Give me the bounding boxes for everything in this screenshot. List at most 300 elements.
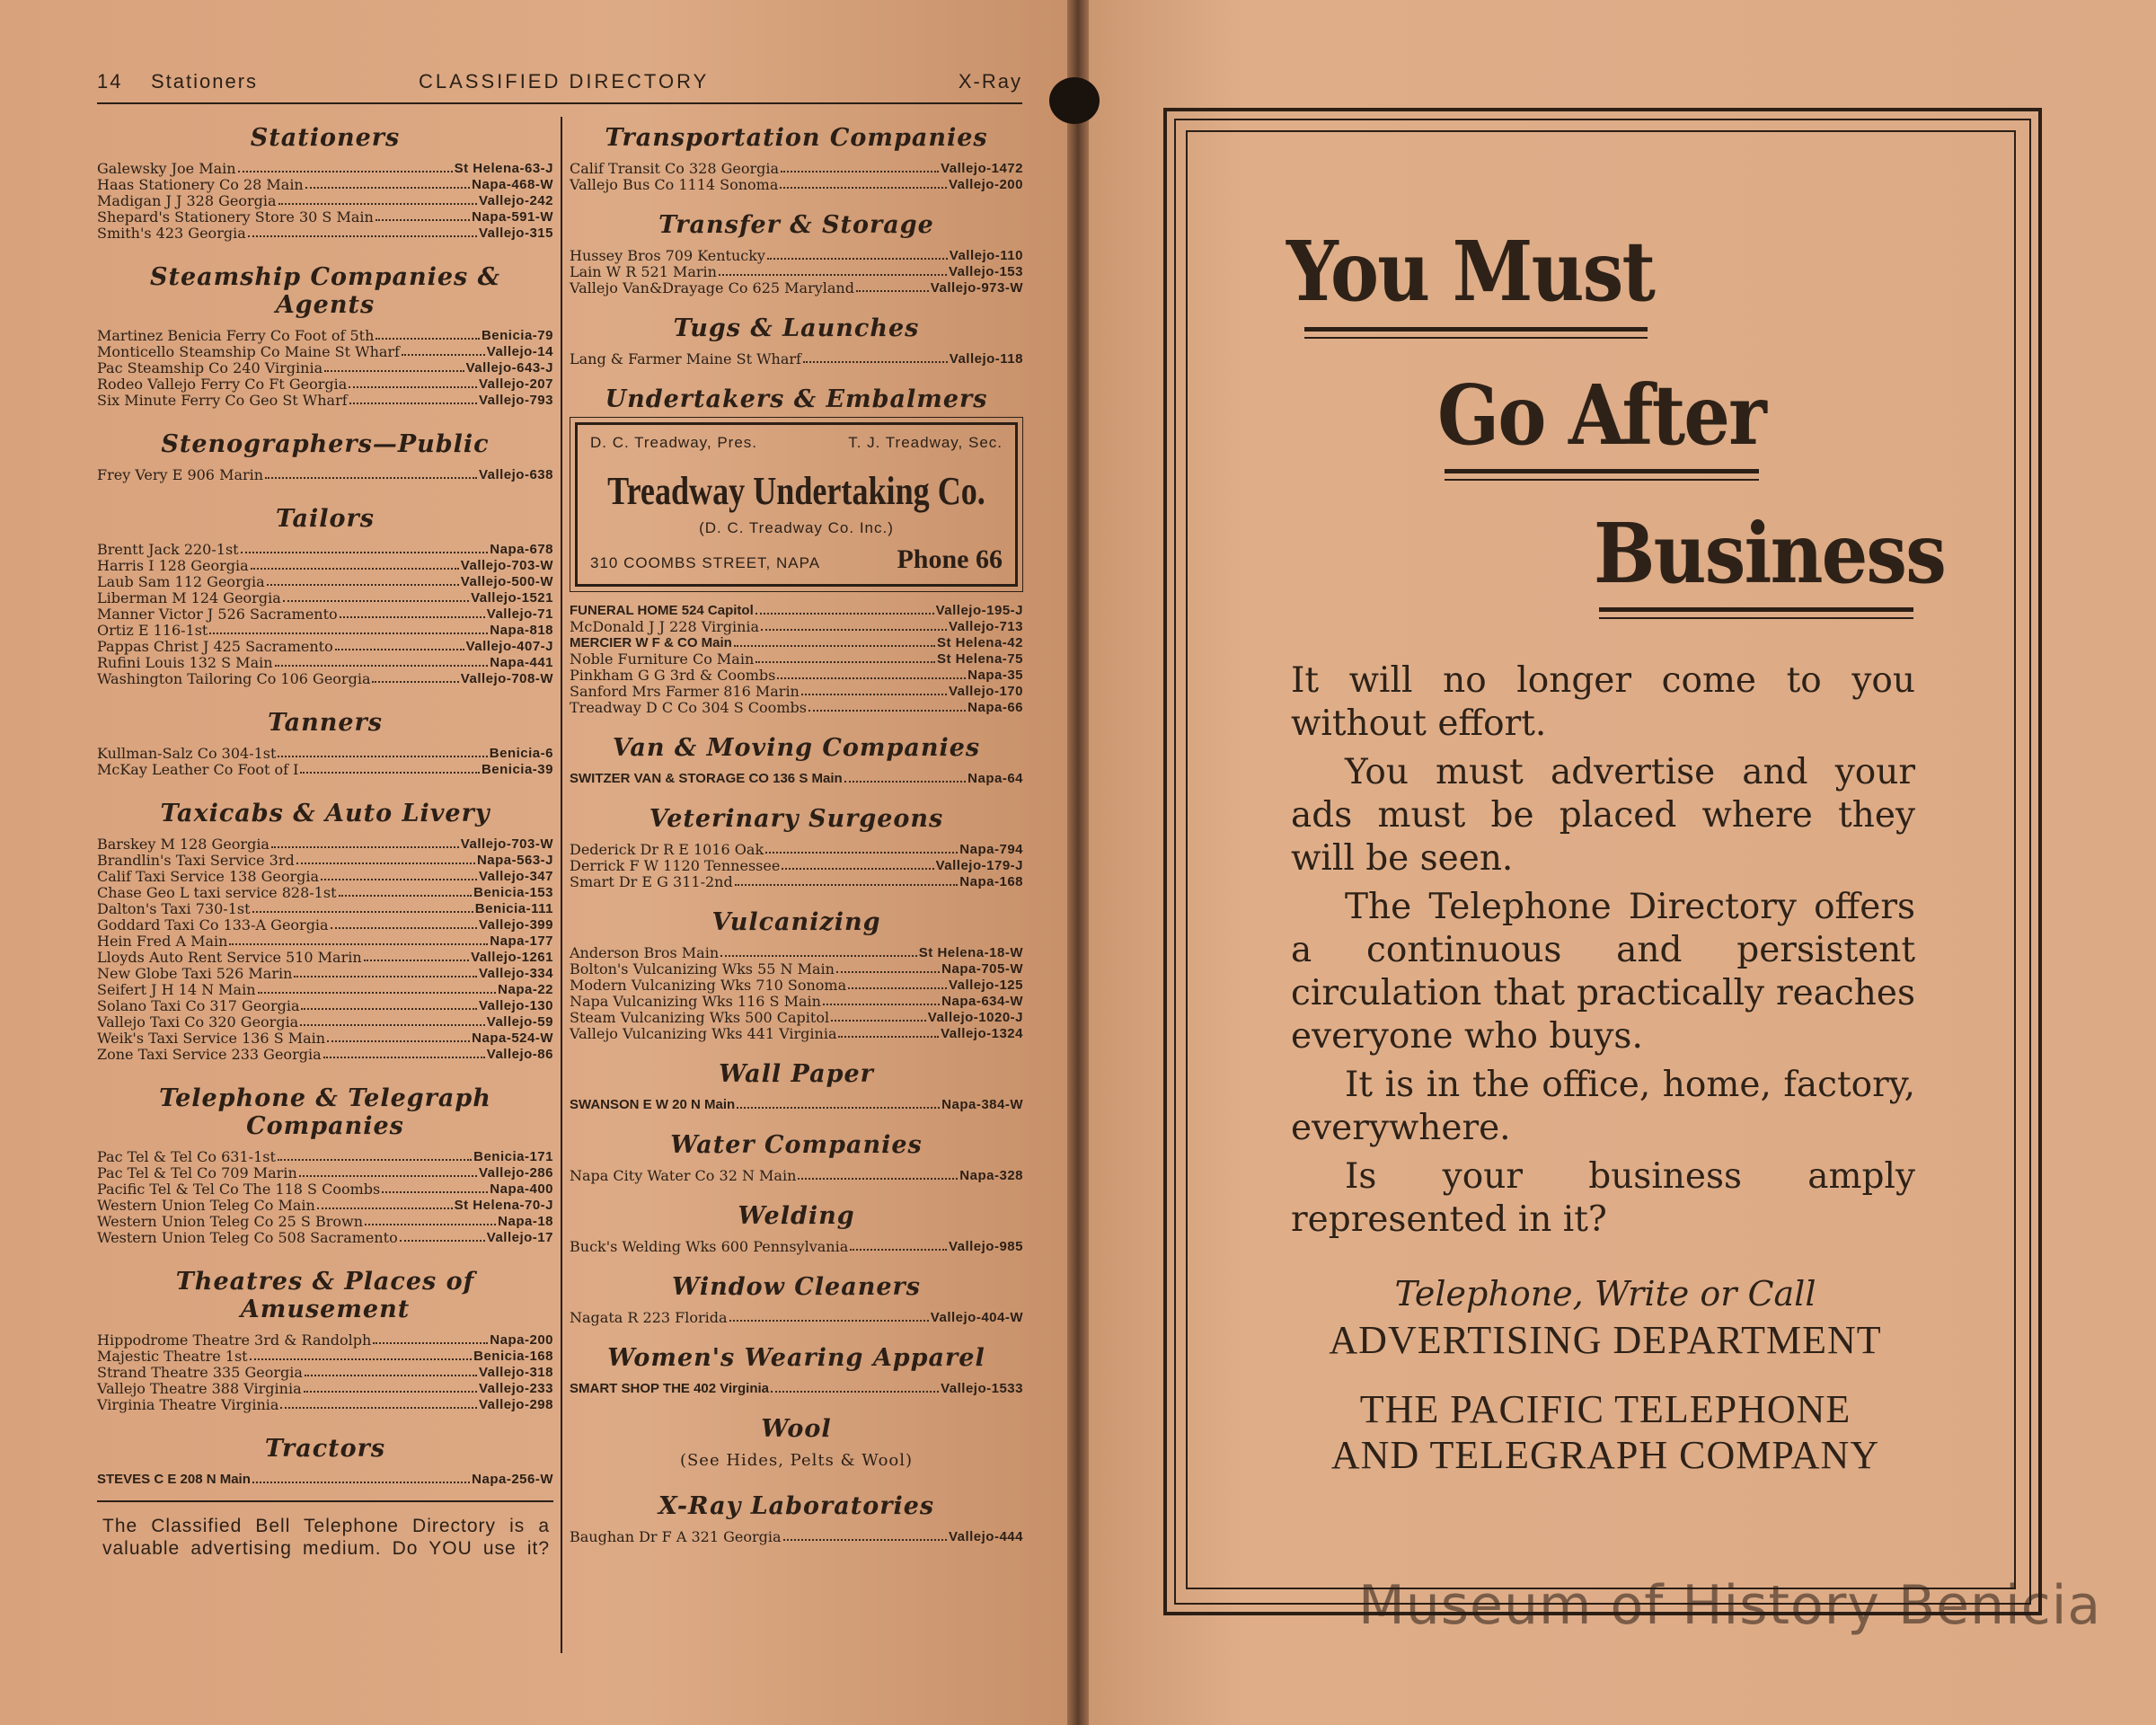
listing-list bbox=[97, 328, 553, 409]
dot-leader bbox=[275, 655, 489, 667]
listing-phone: Napa-468-W bbox=[472, 177, 553, 192]
listing-row bbox=[97, 885, 553, 901]
category-section bbox=[570, 1492, 1023, 1545]
listing-name: Pacific Tel & Tel Co The 118 S Coombs bbox=[97, 1181, 381, 1198]
listing-row bbox=[570, 978, 1023, 994]
listing-name: Laub Sam 112 Georgia bbox=[97, 573, 265, 590]
category-section bbox=[97, 505, 553, 687]
listing-row bbox=[97, 917, 553, 933]
listing-name: Vallejo Van&Drayage Co 625 Maryland bbox=[570, 279, 854, 296]
listing-name: Six Minute Ferry Co Geo St Wharf bbox=[97, 392, 348, 409]
dot-leader bbox=[267, 574, 459, 586]
dot-leader bbox=[300, 762, 479, 774]
listing-name: Seifert J H 14 N Main bbox=[97, 981, 256, 998]
headline-rule bbox=[1304, 327, 1648, 339]
listing-phone: Vallejo-153 bbox=[948, 264, 1023, 279]
listing-row bbox=[97, 1349, 553, 1365]
listing-phone: Vallejo-195-J bbox=[935, 603, 1023, 618]
treadway-ad bbox=[575, 422, 1018, 587]
listing-row bbox=[570, 842, 1023, 858]
dot-leader bbox=[340, 606, 485, 618]
listing-phone: Vallejo-643-J bbox=[465, 360, 553, 376]
listing-row bbox=[570, 351, 1023, 367]
dot-leader bbox=[238, 161, 453, 172]
dot-leader bbox=[400, 1230, 485, 1242]
listing-name: Chase Geo L taxi service 828-1st bbox=[97, 884, 337, 901]
listing-phone: Benicia-6 bbox=[489, 746, 553, 761]
listing-name: Modern Vulcanizing Wks 710 Sonoma bbox=[570, 977, 847, 994]
listing-phone: Vallejo-334 bbox=[478, 966, 553, 981]
listing-name: SWITZER VAN & STORAGE CO 136 S Main bbox=[570, 771, 843, 786]
listing-phone: Napa-563-J bbox=[476, 853, 553, 868]
listing-row bbox=[570, 1168, 1023, 1184]
dot-leader bbox=[808, 700, 966, 712]
listing-row bbox=[97, 869, 553, 885]
category-section bbox=[97, 1268, 553, 1413]
ad-paragraph: The Telephone Directory offers a continuous and persistent circulation that practically reaches everyone who buys. bbox=[1291, 887, 1915, 1057]
dot-leader bbox=[331, 917, 477, 929]
dot-leader bbox=[229, 933, 488, 945]
header-rule bbox=[97, 102, 1022, 104]
category-section bbox=[570, 1273, 1023, 1326]
category-section bbox=[570, 1131, 1023, 1184]
listing-row bbox=[97, 590, 553, 606]
category-section bbox=[570, 734, 1023, 787]
listing-name: Shepard's Stationery Store 30 S Main bbox=[97, 208, 374, 226]
listing-name: McKay Leather Co Foot of I bbox=[97, 761, 299, 778]
book-spine bbox=[1067, 0, 1089, 1725]
listing-name: Martinez Benicia Ferry Co Foot of 5th bbox=[97, 327, 375, 344]
listing-phone: Vallejo-703-W bbox=[460, 558, 553, 573]
dot-leader bbox=[364, 950, 469, 961]
listing-name: Napa Vulcanizing Wks 116 S Main bbox=[570, 993, 821, 1010]
listing-phone: Napa-384-W bbox=[941, 1097, 1023, 1112]
listing-row bbox=[570, 651, 1023, 668]
listing-row bbox=[570, 961, 1023, 978]
listing-name: New Globe Taxi 526 Marin bbox=[97, 965, 293, 982]
listing-row bbox=[570, 668, 1023, 684]
listing-row bbox=[570, 635, 1023, 651]
listing-list bbox=[570, 1310, 1023, 1326]
listing-row bbox=[97, 998, 553, 1014]
listing-row bbox=[97, 836, 553, 853]
category-section bbox=[570, 1415, 1023, 1474]
listing-phone: Vallejo-71 bbox=[486, 606, 553, 622]
dot-leader bbox=[767, 248, 948, 260]
dot-leader bbox=[317, 1198, 453, 1209]
listing-row bbox=[97, 226, 553, 242]
category-heading: Transportation Companies bbox=[605, 124, 988, 152]
listing-name: Sanford Mrs Farmer 816 Marin bbox=[570, 683, 800, 700]
listing-row bbox=[97, 1031, 553, 1047]
dot-leader bbox=[376, 328, 480, 340]
dot-leader bbox=[798, 1168, 958, 1180]
listing-phone: Vallejo-347 bbox=[478, 869, 553, 884]
category-heading: X-Ray Laboratories bbox=[658, 1492, 935, 1520]
listing-name: Hein Fred A Main bbox=[97, 933, 228, 950]
listing-phone: Vallejo-1521 bbox=[471, 590, 553, 606]
dot-leader bbox=[755, 651, 935, 663]
ad-president: D. C. Treadway, Pres. bbox=[590, 434, 758, 451]
category-heading: Veterinary Surgeons bbox=[649, 805, 944, 833]
dot-leader bbox=[777, 668, 966, 679]
listing-name: McDonald J J 228 Virginia bbox=[570, 618, 760, 635]
listing-name: Western Union Teleg Co 25 S Brown bbox=[97, 1213, 363, 1230]
category-section bbox=[570, 211, 1023, 296]
listing-row bbox=[570, 264, 1023, 280]
category-heading: Welding bbox=[738, 1202, 855, 1230]
dot-leader bbox=[737, 1097, 940, 1109]
headline-business: Business bbox=[1594, 505, 1946, 602]
listing-phone: St Helena-18-W bbox=[918, 945, 1023, 960]
dot-leader bbox=[300, 1014, 485, 1026]
dot-leader bbox=[771, 1381, 939, 1393]
listing-row bbox=[570, 994, 1023, 1010]
listing-name: Hippodrome Theatre 3rd & Randolph bbox=[97, 1331, 372, 1349]
ad-call-to-action bbox=[1291, 1274, 1920, 1478]
listing-list bbox=[570, 1529, 1023, 1545]
dot-leader bbox=[324, 360, 464, 372]
listing-list bbox=[570, 248, 1023, 296]
listing-list bbox=[97, 1332, 553, 1413]
category-heading: Tanners bbox=[268, 709, 383, 737]
dot-leader bbox=[848, 978, 947, 989]
listing-name: Nagata R 223 Florida bbox=[570, 1309, 728, 1326]
listing-phone: Vallejo-130 bbox=[478, 998, 553, 1013]
dot-leader bbox=[280, 1397, 477, 1409]
listing-phone: Vallejo-407-J bbox=[465, 639, 553, 654]
listing-name: Rufini Louis 132 S Main bbox=[97, 654, 273, 671]
listing-row bbox=[97, 1472, 553, 1488]
listing-name: Brentt Jack 220-1st bbox=[97, 541, 239, 558]
listing-row bbox=[97, 1165, 553, 1181]
listing-name: Vallejo Vulcanizing Wks 441 Virginia bbox=[570, 1025, 837, 1042]
dot-leader bbox=[252, 901, 473, 913]
listing-row bbox=[97, 467, 553, 483]
dot-leader bbox=[844, 771, 966, 783]
dot-leader bbox=[734, 635, 935, 647]
dot-leader bbox=[252, 1472, 470, 1483]
dot-leader bbox=[755, 603, 934, 615]
listing-phone: Napa-64 bbox=[968, 771, 1023, 786]
listing-name: Haas Stationery Co 28 Main bbox=[97, 176, 304, 193]
ad-paragraph: You must advertise and your ads must be placed where they will be seen. bbox=[1291, 752, 1915, 879]
listing-row bbox=[570, 603, 1023, 619]
listing-name: Smith's 423 Georgia bbox=[97, 225, 246, 242]
listing-phone: Vallejo-233 bbox=[478, 1381, 553, 1396]
listing-name: Strand Theatre 335 Georgia bbox=[97, 1364, 303, 1381]
listing-row bbox=[97, 1214, 553, 1230]
listing-phone: Vallejo-125 bbox=[948, 978, 1023, 993]
listing-list bbox=[570, 1381, 1023, 1397]
listing-list bbox=[570, 351, 1023, 367]
column-divider bbox=[561, 117, 562, 1653]
listing-phone: Napa-256-W bbox=[472, 1472, 553, 1487]
listing-row bbox=[97, 933, 553, 950]
listing-list bbox=[97, 542, 553, 687]
cta-italic: Telephone, Write or Call bbox=[1394, 1274, 1816, 1314]
listing-name: Frey Very E 906 Marin bbox=[97, 466, 264, 483]
listing-phone: St Helena-42 bbox=[936, 635, 1023, 650]
listing-row bbox=[97, 639, 553, 655]
dot-leader bbox=[376, 209, 470, 221]
listing-row bbox=[97, 1397, 553, 1413]
listing-phone: Vallejo-1324 bbox=[941, 1026, 1023, 1041]
category-section bbox=[97, 124, 553, 242]
category-section bbox=[570, 124, 1023, 193]
category-section bbox=[570, 1344, 1023, 1397]
listing-row bbox=[97, 344, 553, 360]
listing-phone: Vallejo-17 bbox=[486, 1230, 553, 1245]
dot-leader bbox=[782, 858, 933, 870]
dot-leader bbox=[838, 1026, 939, 1038]
category-heading: Transfer & Storage bbox=[658, 211, 934, 239]
listing-row bbox=[97, 328, 553, 344]
listing-phone: Vallejo-638 bbox=[478, 467, 553, 482]
dot-leader bbox=[365, 1214, 496, 1225]
dot-leader bbox=[372, 671, 458, 683]
listing-row bbox=[570, 945, 1023, 961]
cta-department: ADVERTISING DEPARTMENT bbox=[1329, 1318, 1882, 1362]
listing-name: Kullman-Salz Co 304-1st bbox=[97, 745, 277, 762]
listing-phone: Napa-634-W bbox=[941, 994, 1023, 1009]
header-title: CLASSIFIED DIRECTORY bbox=[419, 70, 710, 93]
listing-row bbox=[570, 619, 1023, 635]
category-heading: Van & Moving Companies bbox=[612, 734, 981, 762]
dot-leader bbox=[761, 619, 947, 631]
dot-leader bbox=[305, 1365, 477, 1376]
category-heading: Wall Paper bbox=[719, 1060, 874, 1088]
dot-leader bbox=[327, 1031, 470, 1042]
listing-row bbox=[570, 684, 1023, 700]
listing-name: Solano Taxi Co 317 Georgia bbox=[97, 997, 300, 1014]
listing-name: Pappas Christ J 425 Sacramento bbox=[97, 638, 333, 655]
category-heading: Tugs & Launches bbox=[673, 314, 920, 342]
listing-row bbox=[97, 542, 553, 558]
listing-list bbox=[570, 1168, 1023, 1184]
dot-leader bbox=[823, 994, 940, 1005]
listing-name: Pac Tel & Tel Co 709 Marin bbox=[97, 1164, 297, 1181]
dot-leader bbox=[831, 1010, 926, 1022]
category-heading: Steamship Companies & Agents bbox=[149, 263, 501, 319]
listing-phone: Benicia-168 bbox=[473, 1349, 553, 1364]
listing-name: Washington Tailoring Co 106 Georgia bbox=[97, 670, 371, 687]
footer-note: The Classified Bell Telephone Directory is a valuable advertising medium. Do YOU use it? bbox=[102, 1516, 550, 1559]
company-line-2: AND TELEGRAPH COMPANY bbox=[1330, 1433, 1880, 1477]
listing-phone: Napa-200 bbox=[490, 1332, 553, 1348]
listing-phone: Vallejo-59 bbox=[486, 1014, 553, 1030]
listing-name: Lain W R 521 Marin bbox=[570, 263, 717, 280]
listing-phone: Vallejo-1472 bbox=[941, 161, 1023, 176]
dot-leader bbox=[349, 393, 477, 404]
listing-name: Bolton's Vulcanizing Wks 55 N Main bbox=[570, 960, 835, 978]
dot-leader bbox=[349, 376, 477, 388]
listing-row bbox=[570, 700, 1023, 716]
ad-paragraph: It is in the office, home, factory, everywhere. bbox=[1291, 1065, 1915, 1148]
listing-name: Pinkham G G 3rd & Coombs bbox=[570, 667, 776, 684]
category-section bbox=[570, 805, 1023, 890]
listing-row bbox=[97, 1198, 553, 1214]
ad-paragraph: It will no longer come to you without effort. bbox=[1291, 660, 1915, 744]
listing-name: Weik's Taxi Service 136 S Main bbox=[97, 1030, 326, 1047]
listing-name: Manner Victor J 526 Sacramento bbox=[97, 606, 338, 623]
category-section bbox=[570, 314, 1023, 367]
dot-leader bbox=[720, 945, 917, 957]
category-section bbox=[97, 1435, 553, 1488]
listing-row bbox=[97, 161, 553, 177]
dot-leader bbox=[735, 874, 959, 886]
listing-row bbox=[570, 161, 1023, 177]
listing-phone: Benicia-171 bbox=[473, 1149, 553, 1164]
listing-name: Goddard Taxi Co 133-A Georgia bbox=[97, 916, 329, 933]
listing-row bbox=[570, 1239, 1023, 1255]
dot-leader bbox=[780, 177, 947, 189]
listing-row bbox=[570, 874, 1023, 890]
listing-list bbox=[97, 161, 553, 242]
listing-row bbox=[570, 1529, 1023, 1545]
headline-go-after: Go After bbox=[1437, 367, 1766, 464]
category-section bbox=[97, 263, 553, 409]
category-section bbox=[97, 430, 553, 483]
category-heading: Tractors bbox=[264, 1435, 386, 1463]
listing-row bbox=[97, 574, 553, 590]
listing-name: Dalton's Taxi 730-1st bbox=[97, 900, 251, 917]
dot-leader bbox=[299, 1165, 477, 1177]
listing-name: SMART SHOP THE 402 Virginia bbox=[570, 1381, 770, 1396]
category-section bbox=[570, 1202, 1023, 1255]
category-heading: Water Companies bbox=[670, 1131, 923, 1159]
listing-name: Lloyds Auto Rent Service 510 Marin bbox=[97, 949, 362, 966]
listing-row bbox=[97, 671, 553, 687]
listing-phone: Vallejo-399 bbox=[478, 917, 553, 933]
footer-rule bbox=[97, 1500, 553, 1502]
dot-leader bbox=[856, 280, 929, 292]
category-section bbox=[97, 800, 553, 1063]
dot-leader bbox=[729, 1310, 929, 1322]
category-heading: Stenographers—Public bbox=[161, 430, 490, 458]
listing-row bbox=[97, 966, 553, 982]
dot-leader bbox=[339, 885, 473, 897]
listing-phone: Vallejo-985 bbox=[948, 1239, 1023, 1254]
header-section: Stationers bbox=[151, 70, 259, 93]
dot-leader bbox=[258, 982, 497, 994]
listing-phone: Napa-400 bbox=[490, 1181, 553, 1197]
category-heading: Stationers bbox=[250, 124, 401, 152]
dot-leader bbox=[801, 684, 947, 695]
ad-phone: Phone 66 bbox=[897, 544, 1003, 574]
listing-list bbox=[97, 1472, 553, 1488]
dot-leader bbox=[294, 966, 477, 978]
listing-list bbox=[97, 1149, 553, 1246]
category-heading: Tailors bbox=[276, 505, 375, 533]
dot-leader bbox=[719, 264, 947, 276]
listing-list bbox=[97, 836, 553, 1063]
listing-phone: Napa-177 bbox=[490, 933, 553, 949]
listing-row bbox=[570, 771, 1023, 787]
listing-phone: Vallejo-1261 bbox=[471, 950, 553, 965]
directory-column-1 bbox=[97, 124, 553, 1560]
listing-phone: Vallejo-170 bbox=[948, 684, 1023, 699]
listing-phone: Vallejo-118 bbox=[949, 351, 1023, 367]
listing-name: Baughan Dr F A 321 Georgia bbox=[570, 1528, 782, 1545]
category-section bbox=[570, 385, 1023, 413]
listing-row bbox=[97, 1381, 553, 1397]
listing-phone: Vallejo-973-W bbox=[930, 280, 1023, 296]
listing-phone: Napa-22 bbox=[498, 982, 553, 997]
listing-phone: Vallejo-500-W bbox=[460, 574, 553, 589]
listing-phone: Vallejo-444 bbox=[948, 1529, 1023, 1544]
dot-leader bbox=[781, 161, 939, 172]
category-section bbox=[97, 709, 553, 778]
listing-name: Virginia Theatre Virginia bbox=[97, 1396, 279, 1413]
directory-column-2 bbox=[570, 124, 1023, 1545]
listing-row bbox=[570, 280, 1023, 296]
dot-leader bbox=[265, 467, 477, 479]
dot-leader bbox=[382, 1181, 488, 1193]
listing-phone: Benicia-111 bbox=[474, 901, 553, 916]
listing-row bbox=[570, 177, 1023, 193]
listing-row bbox=[97, 746, 553, 762]
dot-leader bbox=[251, 558, 459, 570]
dot-leader bbox=[271, 836, 459, 848]
dot-leader bbox=[248, 226, 477, 237]
dot-leader bbox=[209, 623, 488, 634]
category-heading: Women's Wearing Apparel bbox=[607, 1344, 985, 1372]
listing-row bbox=[97, 982, 553, 998]
listing-name: Rodeo Vallejo Ferry Co Ft Georgia bbox=[97, 376, 348, 393]
listing-phone: Benicia-153 bbox=[473, 885, 553, 900]
listing-name: STEVES C E 208 N Main bbox=[97, 1472, 251, 1487]
dot-leader bbox=[301, 998, 476, 1010]
listing-row bbox=[97, 1332, 553, 1349]
ad-body bbox=[1291, 659, 1915, 1247]
listing-phone: Vallejo-207 bbox=[478, 376, 553, 392]
ad-paragraph: Is your business amply represented in it? bbox=[1291, 1156, 1915, 1240]
listing-phone: Napa-818 bbox=[490, 623, 553, 638]
listing-row bbox=[97, 1149, 553, 1165]
category-section bbox=[570, 1060, 1023, 1113]
listing-name: Madigan J J 328 Georgia bbox=[97, 192, 277, 209]
listing-row bbox=[97, 853, 553, 869]
listing-row bbox=[97, 606, 553, 623]
listing-name: Pac Tel & Tel Co 631-1st bbox=[97, 1148, 276, 1165]
listing-list bbox=[570, 1097, 1023, 1113]
listing-name: Brandlin's Taxi Service 3rd bbox=[97, 852, 295, 869]
listing-phone: Vallejo-200 bbox=[948, 177, 1023, 192]
listing-phone: Vallejo-242 bbox=[478, 193, 553, 208]
listing-phone: St Helena-63-J bbox=[454, 161, 553, 176]
listing-row bbox=[97, 376, 553, 393]
listing-name: Pac Steamship Co 240 Virginia bbox=[97, 359, 323, 376]
listing-row bbox=[97, 1181, 553, 1198]
listing-name: Napa City Water Co 32 N Main bbox=[570, 1167, 797, 1184]
listing-name: Smart Dr E G 311-2nd bbox=[570, 873, 733, 890]
listing-phone: Vallejo-298 bbox=[478, 1397, 553, 1412]
listing-phone: Vallejo-1020-J bbox=[927, 1010, 1023, 1025]
dot-leader bbox=[304, 1381, 477, 1393]
listing-row bbox=[570, 248, 1023, 264]
listing-name: Vallejo Taxi Co 320 Georgia bbox=[97, 1013, 299, 1031]
dot-leader bbox=[296, 853, 475, 864]
listing-name: FUNERAL HOME 524 Capitol bbox=[570, 603, 754, 618]
listing-phone: Napa-524-W bbox=[472, 1031, 553, 1046]
listing-phone: Vallejo-708-W bbox=[460, 671, 553, 686]
ad-secretary: T. J. Treadway, Sec. bbox=[848, 434, 1003, 451]
listing-name: SWANSON E W 20 N Main bbox=[570, 1097, 736, 1112]
dot-leader bbox=[335, 639, 464, 650]
category-heading: Theatres & Places of Amusement bbox=[175, 1268, 475, 1323]
listing-name: Noble Furniture Co Main bbox=[570, 650, 755, 668]
